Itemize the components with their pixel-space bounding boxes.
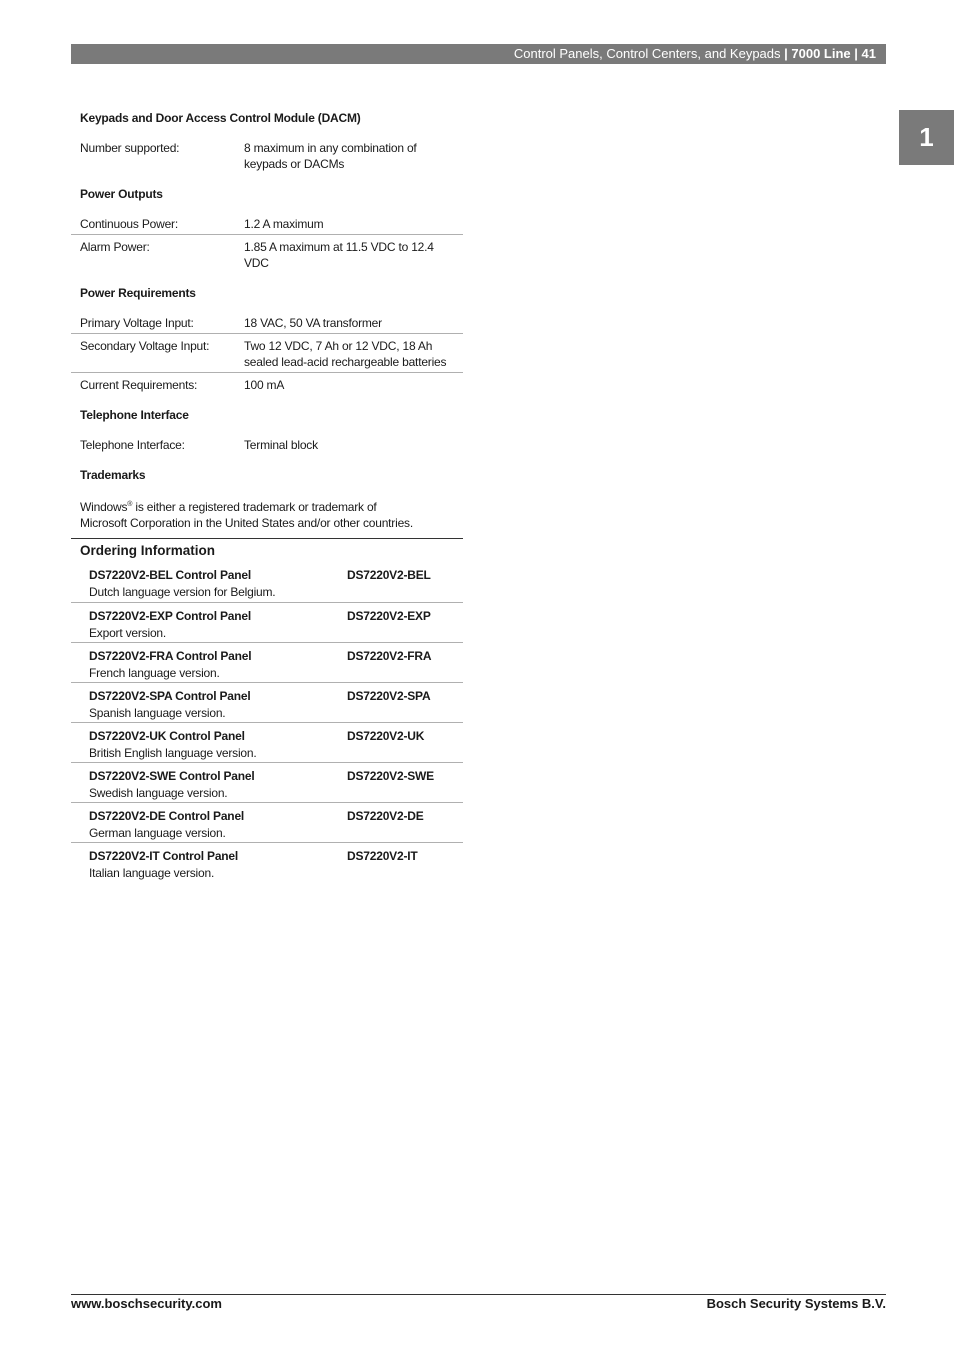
ordering-title: Ordering Information: [80, 543, 215, 558]
order-item-name: DS7220V2-UK Control Panel: [89, 729, 245, 743]
keypads-rows: [71, 136, 463, 174]
spec-label: Alarm Power:: [80, 240, 150, 254]
order-item-description: French language version.: [89, 666, 220, 680]
section-heading-telephone: Telephone Interface: [80, 408, 189, 422]
trademark-notice: [71, 483, 463, 531]
spec-label: Primary Voltage Input:: [80, 316, 194, 330]
order-item: [71, 802, 463, 842]
spec-label: Secondary Voltage Input:: [80, 339, 210, 353]
order-item-name: DS7220V2-BEL Control Panel: [89, 568, 251, 582]
registered-symbol: ®: [127, 501, 133, 508]
spec-row: [71, 234, 463, 273]
order-number: DS7220V2-FRA: [347, 649, 432, 663]
order-item: [71, 642, 463, 682]
spec-row: [71, 311, 463, 333]
order-number: DS7220V2-SPA: [347, 689, 431, 703]
chapter-tab: 1: [899, 110, 954, 165]
page-header: [71, 44, 886, 64]
spec-value: Terminal block: [244, 438, 318, 452]
spec-label: Telephone Interface:: [80, 438, 185, 452]
order-item-name: DS7220V2-SPA Control Panel: [89, 689, 251, 703]
trademark-brand: Windows: [80, 500, 128, 514]
telephone-rows: [71, 433, 463, 455]
order-number: DS7220V2-IT: [347, 849, 418, 863]
spec-value: 100 mA: [244, 378, 285, 392]
ordering-information: [71, 538, 463, 882]
header-section-title: Control Panels, Control Centers, and Keypads: [513, 46, 781, 61]
spec-row: [71, 372, 463, 395]
spec-label: Number supported:: [80, 141, 180, 155]
spec-row: [71, 333, 463, 372]
order-item-name: DS7220V2-IT Control Panel: [89, 849, 239, 863]
specifications: [71, 106, 463, 531]
order-item-name: DS7220V2-EXP Control Panel: [89, 609, 251, 623]
section-heading-trademarks: Trademarks: [80, 468, 146, 482]
order-item-description: Swedish language version.: [89, 786, 228, 800]
order-item-description: British English language version.: [89, 746, 257, 760]
order-item-name: DS7220V2-SWE Control Panel: [89, 769, 255, 783]
header-page-number: | 41: [854, 46, 876, 61]
order-item: [71, 722, 463, 762]
spec-row: [71, 433, 463, 455]
section-heading-keypads: Keypads and Door Access Control Module (DACM): [80, 111, 361, 125]
header-product-line: | 7000 Line: [784, 46, 851, 61]
ordering-list: [71, 562, 463, 882]
order-number: DS7220V2-DE: [347, 809, 424, 823]
power-requirements-rows: [71, 311, 463, 395]
order-item: [71, 842, 463, 882]
power-outputs-rows: [71, 212, 463, 273]
order-item-description: Italian language version.: [89, 866, 215, 880]
footer-website: www.boschsecurity.com: [71, 1296, 222, 1311]
order-item-name: DS7220V2-FRA Control Panel: [89, 649, 252, 663]
spec-row: [71, 136, 463, 174]
order-item-description: Spanish language version.: [89, 706, 226, 720]
page-footer: [71, 1294, 886, 1311]
order-number: DS7220V2-SWE: [347, 769, 434, 783]
order-item: [71, 682, 463, 722]
trademark-text-line-2: Microsoft Corporation in the United States and/or other countries.: [80, 516, 413, 530]
spec-value: 1.2 A maximum: [244, 217, 324, 231]
section-heading-power-requirements: Power Requirements: [80, 286, 196, 300]
trademark-text: is either a registered trademark or trademark of: [132, 500, 377, 514]
order-item: [71, 762, 463, 802]
spec-row: [71, 212, 463, 234]
order-item-description: Dutch language version for Belgium.: [89, 585, 276, 599]
order-item-description: German language version.: [89, 826, 226, 840]
order-item-name: DS7220V2-DE Control Panel: [89, 809, 245, 823]
spec-label: Current Requirements:: [80, 378, 198, 392]
footer-company: Bosch Security Systems B.V.: [706, 1296, 886, 1311]
spec-value: 18 VAC, 50 VA transformer: [244, 316, 382, 330]
order-number: DS7220V2-BEL: [347, 568, 431, 582]
spec-value: 1.85 A maximum at 11.5 VDC to 12.4 VDC: [244, 240, 434, 270]
spec-value: 8 maximum in any combination of keypads or DACMs: [244, 141, 417, 171]
order-number: DS7220V2-EXP: [347, 609, 431, 623]
order-item: [71, 602, 463, 642]
order-number: DS7220V2-UK: [347, 729, 425, 743]
section-heading-power-outputs: Power Outputs: [80, 187, 163, 201]
order-item-description: Export version.: [89, 626, 167, 640]
spec-label: Continuous Power:: [80, 217, 178, 231]
spec-value: Two 12 VDC, 7 Ah or 12 VDC, 18 Ah sealed lead-acid rechargeable batteries: [244, 339, 447, 369]
order-item: [71, 562, 463, 602]
